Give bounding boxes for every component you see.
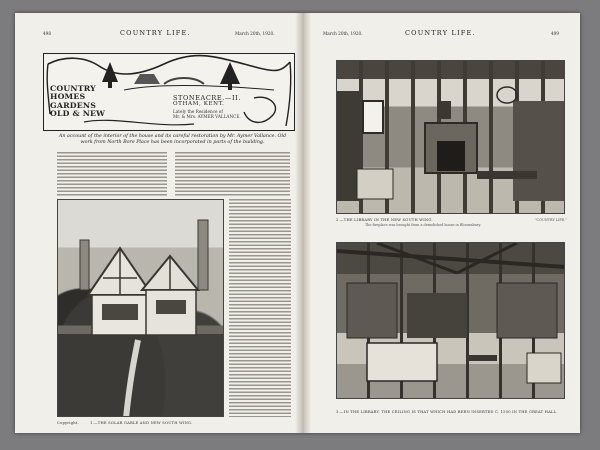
library-photo-ceiling [336, 242, 565, 399]
masthead-line: HOMES [50, 92, 86, 102]
article-title: STONEACRE.—II. [173, 94, 242, 102]
masthead-banner [43, 53, 295, 131]
right-page-number: 499 [551, 31, 559, 36]
residence-owner: Mr. & Mrs. AYMER VALLANCE. [173, 114, 241, 119]
masthead-line: GARDENS [50, 100, 97, 110]
masthead-line: COUNTRY [50, 84, 96, 93]
library-south-wing-caption: 2.—THE LIBRARY IN THE NEW SOUTH WING. [336, 218, 433, 222]
house-gable-drawing [58, 200, 224, 417]
body-text-column [175, 152, 290, 196]
body-text-column [229, 199, 291, 417]
page-gutter [295, 13, 311, 433]
article-location: OTHAM, KENT. [173, 101, 225, 107]
left-page-number: 498 [43, 31, 51, 36]
right-running-title: COUNTRY LIFE. [405, 29, 476, 37]
body-text-column [57, 152, 167, 196]
left-running-title: COUNTRY LIFE. [120, 29, 191, 37]
magazine-spread [15, 13, 580, 433]
library-photo-south-wing [336, 60, 565, 214]
exterior-photo-caption: 1.—THE SOLAR GABLE AND NEW SOUTH WING. [90, 421, 193, 425]
masthead-title [50, 85, 124, 119]
residence-line: Lately the Residence of [173, 109, 223, 114]
left-date: March 20th, 1920. [235, 31, 275, 36]
library-south-wing-subcaption: The fireplace was brought from a demolished house in Bloomsbury. [365, 223, 482, 227]
library-ceiling-drawing [337, 243, 565, 399]
article-intro: An account of the interior of the house and its careful restoration by Mr. Aymer Vallance. Old work from North Bore Place has been incorporated in parts of the building. [58, 134, 287, 145]
right-date: March 20th, 1920. [323, 31, 363, 36]
library-interior-drawing [337, 61, 565, 214]
library-ceiling-caption: 3.—IN THE LIBRARY. THE CEILING IS THAT WHICH HAD BEEN INSERTED C. 1550 IN THE GREAT HALL. [336, 410, 558, 414]
exterior-photo [57, 199, 224, 417]
masthead-line: OLD & NEW [50, 109, 106, 119]
library-photo-credit: "COUNTRY LIFE." [535, 218, 567, 222]
photo-credit: Copyright. [57, 421, 79, 425]
